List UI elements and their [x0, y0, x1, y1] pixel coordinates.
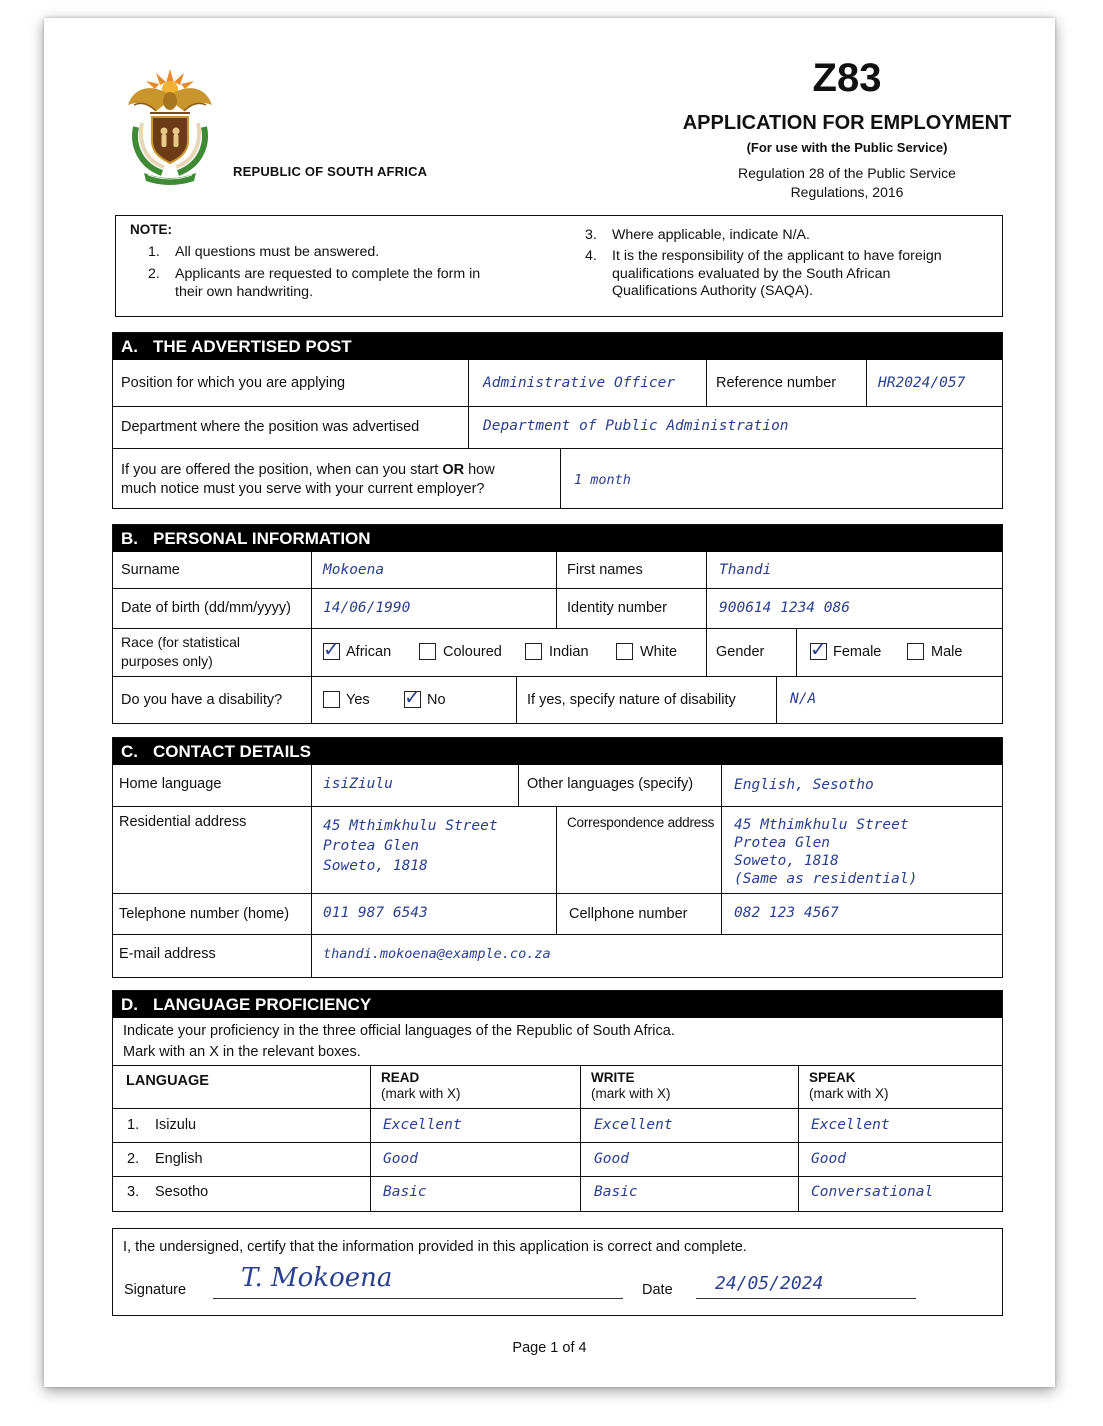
page-number: Page 1 of 4 — [512, 1340, 587, 1356]
position-label: Position for which you are applying — [121, 375, 346, 391]
disability-option-label: No — [427, 692, 446, 708]
gender-female-checkbox[interactable] — [810, 637, 827, 661]
language-name: English — [155, 1151, 203, 1167]
correspondence-address-field[interactable]: 45 Mthimkhulu Street Protea Glen Soweto, 1818 (Same as residential) — [734, 817, 918, 887]
col-read-header: READ (mark with X) — [381, 1070, 461, 1101]
gender-option-label: Male — [931, 644, 963, 660]
race-white-checkbox[interactable] — [616, 643, 633, 660]
dob-field[interactable]: 14/06/1990 — [323, 600, 411, 616]
cellphone-label: Cellphone number — [569, 906, 688, 922]
form-title: APPLICATION FOR EMPLOYMENT — [682, 112, 1012, 134]
correspondence-address-label: Correspondence address — [567, 815, 715, 830]
position-field[interactable]: Administrative Officer — [483, 375, 676, 391]
home-language-label: Home language — [119, 776, 222, 792]
form-subtitle: (For use with the Public Service) — [746, 140, 948, 155]
disability-no-checkbox[interactable] — [404, 685, 421, 709]
race-label: Race (for statistical purposes only) — [121, 634, 241, 669]
section-d-language-proficiency — [112, 990, 1003, 1212]
gender-label: Gender — [716, 644, 765, 660]
section-b-personal-information — [112, 524, 1003, 724]
col-language-header: LANGUAGE — [126, 1073, 209, 1089]
proficiency-instructions: Indicate your proficiency in the three official languages of the Republic of South Africa. Mark with an X in the relevant boxes. — [123, 1023, 675, 1060]
race-coloured-checkbox[interactable] — [419, 643, 436, 660]
date-label: Date — [642, 1282, 673, 1298]
disability-label: Do you have a disability? — [121, 692, 283, 708]
residential-address-label: Residential address — [119, 814, 247, 830]
section-a-header: A. THE ADVERTISED POST — [113, 333, 1002, 360]
read-proficiency-field[interactable]: Excellent — [383, 1117, 462, 1133]
write-proficiency-field[interactable]: Excellent — [594, 1117, 673, 1133]
telephone-field[interactable]: 011 987 6543 — [323, 905, 428, 921]
other-languages-field[interactable]: English, Sesotho — [734, 777, 874, 793]
section-d-header: D. LANGUAGE PROFICIENCY — [113, 991, 1002, 1018]
write-proficiency-field[interactable]: Basic — [594, 1184, 638, 1200]
cellphone-field[interactable]: 082 123 4567 — [734, 905, 839, 921]
write-proficiency-field[interactable]: Good — [594, 1151, 629, 1167]
home-language-field[interactable]: isiZiulu — [323, 776, 393, 792]
disability-option-label: Yes — [346, 692, 370, 708]
reference-field[interactable]: HR2024/057 — [878, 375, 966, 391]
start-date-field[interactable]: 1 month — [574, 472, 631, 488]
telephone-label: Telephone number (home) — [119, 906, 290, 922]
first-names-label: First names — [567, 562, 643, 578]
declaration-box — [112, 1228, 1003, 1316]
department-field[interactable]: Department of Public Administration — [483, 418, 789, 434]
note-box: NOTE: 1. All questions must be answered. 2. Applicants are requested to complete the form in their own handwriting. 3. Where applicable, indicate N/A. 4. It is the responsibility of the applicant to have foreign qualifications evaluated by the South African Qualifications Authority (SAQA). — [115, 215, 1003, 317]
surname-field[interactable]: Mokoena — [323, 562, 385, 578]
email-label: E-mail address — [119, 946, 216, 962]
checkmark-icon: ✓ — [323, 637, 340, 661]
disability-nature-label: If yes, specify nature of disability — [527, 692, 736, 708]
race-option-label: Indian — [549, 644, 589, 660]
race-indian-checkbox[interactable] — [525, 643, 542, 660]
language-name: Sesotho — [155, 1184, 209, 1200]
checkmark-icon: ✓ — [404, 685, 421, 709]
race-african-checkbox[interactable] — [323, 637, 340, 661]
surname-label: Surname — [121, 562, 180, 578]
regulation-reference: Regulation 28 of the Public Service Regulations, 2016 — [738, 165, 956, 200]
signature-field[interactable]: T. Mokoena — [241, 1263, 393, 1293]
col-write-header: WRITE (mark with X) — [591, 1070, 671, 1101]
gender-option-label: Female — [833, 644, 882, 660]
section-c-header: C. CONTACT DETAILS — [113, 738, 1002, 765]
read-proficiency-field[interactable]: Basic — [383, 1184, 427, 1200]
form-page — [44, 18, 1055, 1387]
language-row-number: 3. — [127, 1184, 140, 1200]
race-option-label: Coloured — [443, 644, 502, 660]
id-number-label: Identity number — [567, 600, 667, 616]
coat-of-arms-logo — [122, 65, 218, 189]
other-languages-label: Other languages (specify) — [527, 776, 694, 792]
residential-address-field[interactable]: 45 Mthimkhulu Street Protea Glen Soweto, 1818 — [323, 818, 498, 874]
section-c-contact-details — [112, 737, 1003, 978]
col-speak-header: SPEAK (mark with X) — [809, 1070, 889, 1101]
start-date-label: If you are offered the position, when can you start OR how much notice must you serve with your current employer? — [121, 462, 495, 497]
form-number: Z83 — [812, 56, 882, 100]
read-proficiency-field[interactable]: Good — [383, 1151, 418, 1167]
language-name: Isizulu — [155, 1117, 197, 1133]
disability-nature-field[interactable]: N/A — [790, 691, 817, 707]
declaration-statement: I, the undersigned, certify that the information provided in this application is correct and complete. — [123, 1239, 747, 1255]
dob-label: Date of birth (dd/mm/yyyy) — [121, 600, 292, 616]
email-field[interactable]: thandi.mokoena@example.co.za — [323, 946, 551, 962]
disability-yes-checkbox[interactable] — [323, 691, 340, 708]
race-option-label: White — [640, 644, 678, 660]
first-names-field[interactable]: Thandi — [719, 562, 772, 578]
signature-label: Signature — [124, 1282, 187, 1298]
department-label: Department where the position was advertised — [121, 419, 420, 435]
reference-label: Reference number — [716, 375, 837, 391]
speak-proficiency-field[interactable]: Excellent — [811, 1117, 890, 1133]
speak-proficiency-field[interactable]: Conversational — [811, 1184, 934, 1200]
speak-proficiency-field[interactable]: Good — [811, 1151, 846, 1167]
race-option-label: African — [346, 644, 392, 660]
id-number-field[interactable]: 900614 1234 086 — [719, 600, 850, 616]
gender-male-checkbox[interactable] — [907, 643, 924, 660]
section-a-advertised-post — [112, 332, 1003, 509]
date-field[interactable]: 24/05/2024 — [715, 1273, 824, 1294]
language-row-number: 2. — [127, 1151, 140, 1167]
country-name: REPUBLIC OF SOUTH AFRICA — [233, 164, 428, 179]
language-row-number: 1. — [127, 1117, 140, 1133]
note-heading: NOTE: — [130, 222, 172, 237]
checkmark-icon: ✓ — [810, 637, 827, 661]
section-b-header: B. PERSONAL INFORMATION — [113, 525, 1002, 552]
